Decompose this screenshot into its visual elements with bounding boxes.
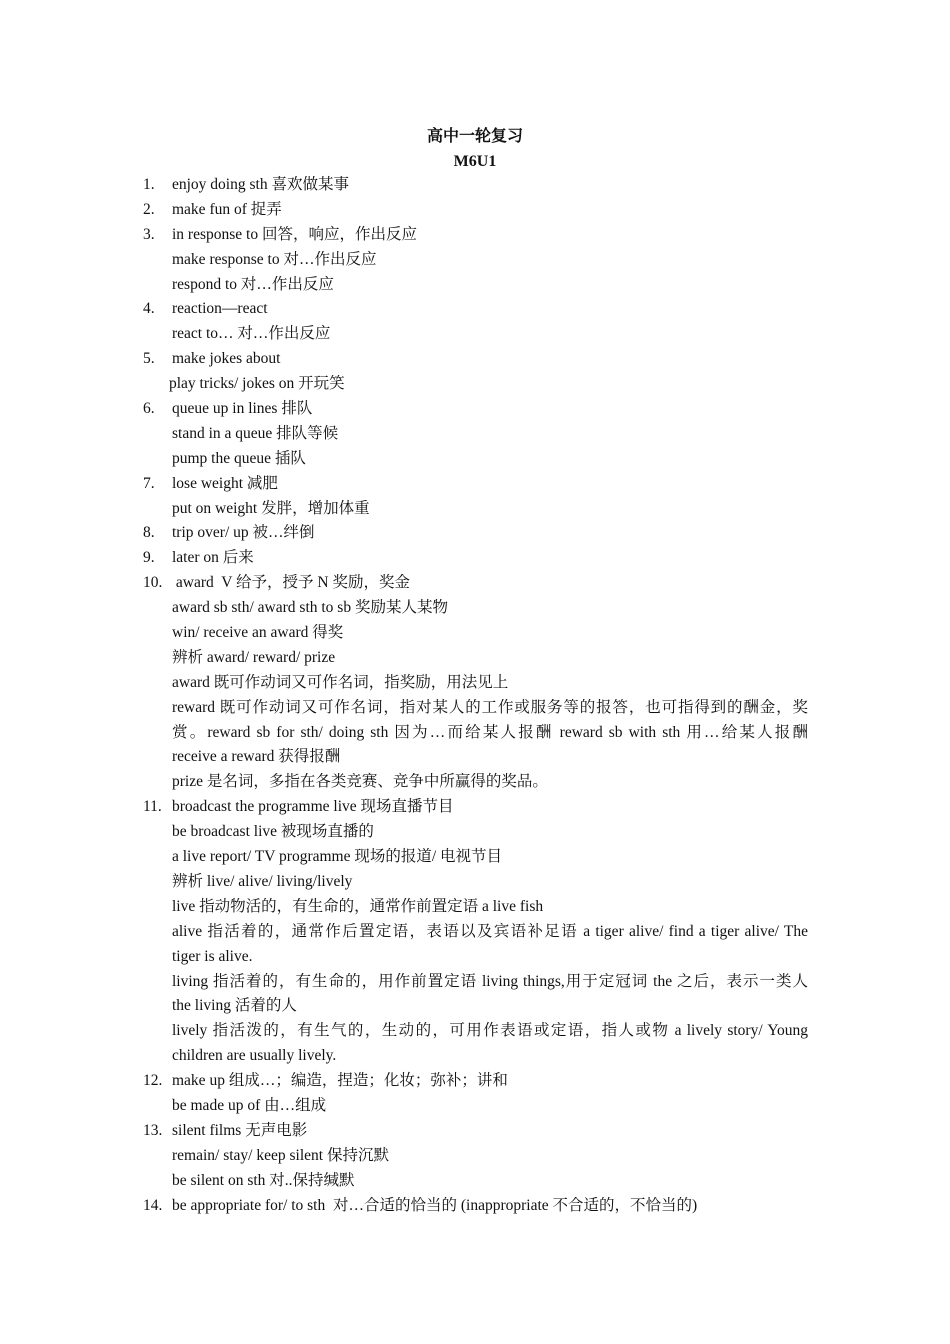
list-item-number: 4. — [143, 300, 155, 318]
list-item — [0, 521, 950, 546]
list-item-text: receive a reward 获得报酬 — [172, 748, 341, 766]
list-item-number: 10. — [143, 574, 163, 592]
list-item-text: living 指活着的，有生命的，用作前置定语 living things,用于定冠词 the 之后，表示一类人 — [172, 972, 808, 990]
list-item-number: 5. — [143, 350, 155, 368]
list-item — [0, 1044, 950, 1069]
list-item-text: stand in a queue 排队等候 — [172, 424, 339, 442]
list-item — [0, 198, 950, 223]
list-item-text: win/ receive an award 得奖 — [172, 624, 344, 642]
list-item-text: react to… 对…作出反应 — [172, 325, 331, 343]
list-item — [0, 770, 950, 795]
list-item-text: the living 活着的人 — [172, 997, 297, 1015]
list-item-text: enjoy doing sth 喜欢做某事 — [172, 176, 349, 193]
list-item-text: award V 给予，授予 N 奖励，奖金 — [172, 574, 410, 592]
list-item-number: 3. — [143, 225, 155, 243]
list-item — [0, 372, 950, 397]
list-item-text: 辨析 live/ alive/ living/lively — [172, 872, 353, 890]
list-item-number: 13. — [143, 1121, 163, 1139]
list-item — [0, 621, 950, 646]
list-item-text: make jokes about — [172, 350, 281, 368]
list-item-number: 2. — [143, 200, 155, 218]
list-item-text: make response to 对…作出反应 — [172, 250, 377, 268]
list-item — [0, 970, 950, 995]
list-item-number: 14. — [143, 1196, 163, 1214]
list-item — [0, 546, 950, 571]
list-item — [0, 646, 950, 671]
list-item-text: be made up of 由…组成 — [172, 1096, 327, 1114]
list-item-text: in response to 回答，响应，作出反应 — [172, 225, 417, 243]
list-item-number: 12. — [143, 1072, 163, 1090]
list-item-text: 赏。reward sb for sth/ doing sth 因为…而给某人报酬 reward sb with sth 用…给某人报酬 — [172, 723, 808, 741]
document-subtitle: M6U1 — [453, 153, 497, 170]
list-item — [0, 173, 950, 198]
list-item-text: pump the queue 插队 — [172, 449, 306, 467]
list-item-text: make fun of 捉弄 — [172, 200, 282, 218]
list-item — [0, 1119, 950, 1144]
list-item-text: children are usually lively. — [172, 1047, 337, 1065]
list-item — [0, 422, 950, 447]
list-item — [0, 223, 950, 248]
list-item — [0, 721, 950, 746]
list-item — [0, 945, 950, 970]
list-item — [0, 1169, 950, 1194]
list-item — [0, 248, 950, 273]
vocabulary-list — [0, 173, 950, 1218]
list-item — [0, 795, 950, 820]
list-item-text: be appropriate for/ to sth 对…合适的恰当的 (inappropriate 不合适的，不恰当的) — [172, 1196, 698, 1214]
list-item-text: remain/ stay/ keep silent 保持沉默 — [172, 1146, 389, 1164]
list-item — [0, 497, 950, 522]
list-item-text: lively 指活泼的，有生气的，生动的，可用作表语或定语，指人或物 a lively story/ Young — [172, 1022, 808, 1040]
list-item — [0, 1069, 950, 1094]
list-item — [0, 447, 950, 472]
list-item-text: reward 既可作动词又可作名词，指对某人的工作或服务等的报答，也可指得到的酬金，奖 — [172, 698, 808, 716]
list-item-text: lose weight 减肥 — [172, 474, 278, 492]
document-title: 高中一轮复习 — [426, 128, 523, 145]
list-item — [0, 745, 950, 770]
list-item-number: 9. — [143, 549, 155, 567]
list-item — [0, 870, 950, 895]
list-item — [0, 1144, 950, 1169]
list-item-number: 8. — [143, 524, 155, 542]
list-item — [0, 1094, 950, 1119]
list-item — [0, 895, 950, 920]
list-item — [0, 920, 950, 945]
list-item-text: respond to 对…作出反应 — [172, 275, 334, 293]
list-item-text: make up 组成…；编造，捏造；化妆；弥补；讲和 — [172, 1072, 508, 1090]
list-item-number: 11. — [143, 798, 162, 816]
list-item — [0, 1019, 950, 1044]
list-item — [0, 347, 950, 372]
list-item-text: tiger is alive. — [172, 947, 253, 965]
list-item-number: 6. — [143, 400, 155, 418]
list-item — [0, 571, 950, 596]
list-item — [0, 273, 950, 298]
list-item-text: queue up in lines 排队 — [172, 400, 313, 418]
list-item-text: award 既可作动词又可作名词，指奖励，用法见上 — [172, 673, 509, 691]
list-item — [0, 845, 950, 870]
list-item-text: reaction—react — [172, 300, 268, 318]
list-item-text: award sb sth/ award sth to sb 奖励某人某物 — [172, 599, 448, 617]
list-item-text: trip over/ up 被…绊倒 — [172, 524, 315, 542]
list-item — [0, 994, 950, 1019]
list-item — [0, 397, 950, 422]
list-item — [0, 322, 950, 347]
list-item-text: later on 后来 — [172, 549, 254, 567]
list-item-text: alive 指活着的，通常作后置定语，表语以及宾语补足语 a tiger alive/ find a tiger alive/ The — [172, 922, 808, 940]
list-item-text: play tricks/ jokes on 开玩笑 — [169, 375, 345, 393]
list-item-text: put on weight 发胖，增加体重 — [172, 499, 370, 517]
list-item-number: 1. — [143, 176, 155, 193]
list-item — [0, 696, 950, 721]
list-item-text: 辨析 award/ reward/ prize — [172, 648, 336, 666]
list-item — [0, 1194, 950, 1219]
list-item-text: be silent on sth 对..保持缄默 — [172, 1171, 355, 1189]
list-item-number: 7. — [143, 474, 155, 492]
list-item-text: be broadcast live 被现场直播的 — [172, 823, 374, 841]
list-item-text: broadcast the programme live 现场直播节目 — [172, 798, 454, 816]
list-item-text: prize 是名词，多指在各类竞赛、竞争中所赢得的奖品。 — [172, 773, 548, 791]
list-item-text: live 指动物活的，有生命的，通常作前置定语 a live fish — [172, 897, 544, 915]
list-item — [0, 472, 950, 497]
list-item — [0, 671, 950, 696]
list-item — [0, 297, 950, 322]
list-item-text: a live report/ TV programme 现场的报道/ 电视节目 — [172, 848, 503, 866]
list-item — [0, 820, 950, 845]
list-item-text: silent films 无声电影 — [172, 1121, 308, 1139]
list-item — [0, 596, 950, 621]
